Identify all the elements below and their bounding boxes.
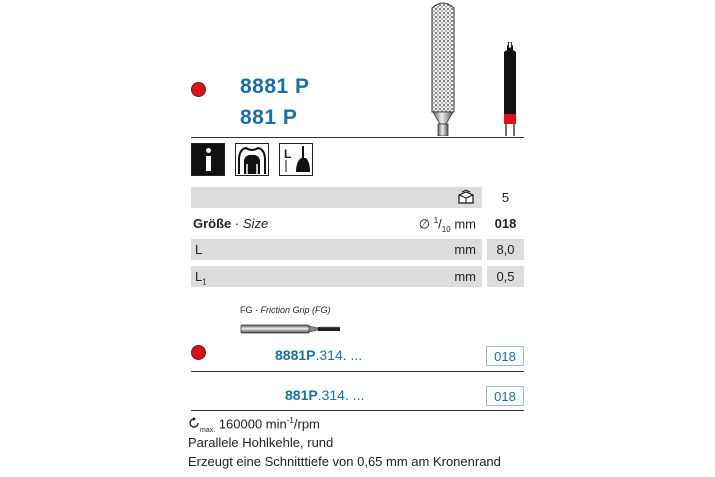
model-number-secondary: 881 P [240,106,298,129]
length1-unit: mm [454,269,476,284]
length1-label: $L_1$ [195,269,207,287]
length-row [191,239,482,260]
order-size-8881p: 018 [486,346,524,366]
description-line-1: Parallele Hohlkehle, rund [188,435,334,450]
package-icon [457,189,475,205]
speed-info: $_{max.}$ 160000 $\min^{-1}$/rpm [188,416,320,434]
size-label: Größe · Size [193,216,269,231]
length1-row [191,266,482,287]
shank-type-label: FG · Friction Grip (FG) [240,305,331,315]
description-line-2: Erzeugt eine Schnitttiefe von 0,65 mm am Kronenrand [188,454,501,469]
length-value: 8,0 [487,239,524,260]
header-divider [191,137,524,138]
length-unit: mm [454,242,476,257]
length-icon-letter: L [284,147,292,161]
size-row [191,213,482,234]
order-divider-2 [191,410,524,411]
info-icon [191,143,225,176]
order-code-marker-red [191,345,206,360]
bur-silhouette [495,42,525,136]
length-label: L [195,242,203,257]
color-marker-red [191,82,206,97]
pack-quantity: 5 [501,190,510,205]
bur-diamond-drawing [415,0,475,136]
order-code-881p: 881P.314. ... [285,387,365,403]
order-code-8881p: 8881P.314. ... [275,347,363,363]
size-unit: ∅ $^1/_{10}$ mm [418,216,476,234]
length1-value: 0,5 [487,266,524,287]
crown-preparation-icon [235,143,269,176]
pack-row [191,187,482,208]
order-size-881p: 018 [486,386,524,406]
model-number-primary: 8881 P [240,75,310,98]
size-value: 018 [494,216,517,231]
rotation-speed-icon [188,417,200,429]
fg-shank-drawing [240,322,342,336]
order-divider-1 [191,371,524,372]
length-l1-icon [279,143,313,176]
